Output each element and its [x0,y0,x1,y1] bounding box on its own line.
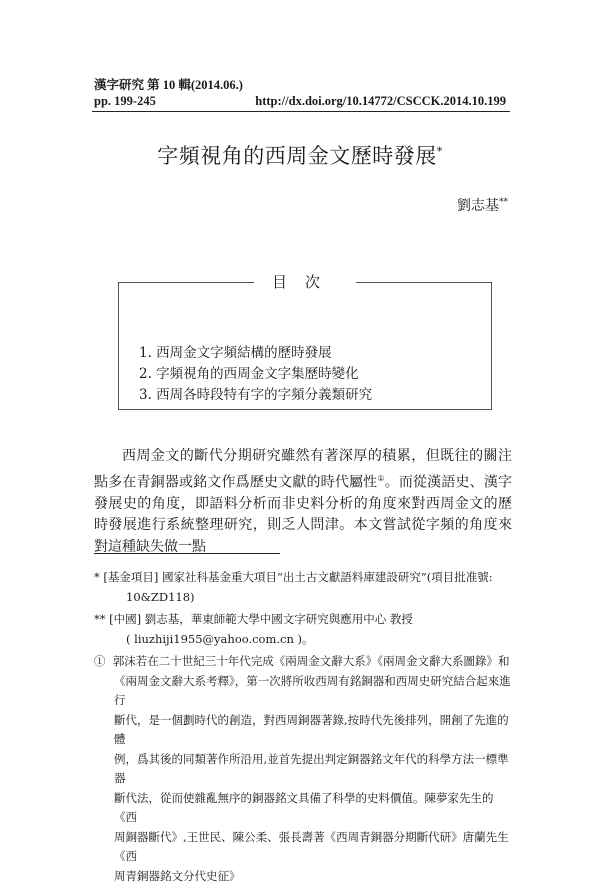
footnote-author-line1: ** [中國] 劉志基，華東師範大學中國文字研究與應用中心 教授 [94,612,413,626]
author-footnote-mark[interactable]: ** [499,197,508,207]
toc-item[interactable]: 3. 西周各時段特有字的字頻分義類研究 [139,385,372,406]
footnote-ref-1[interactable]: ① [377,474,384,483]
toc-item[interactable]: 2. 字頻視角的西周金文字集歷時變化 [139,364,372,385]
paper-title [0,140,600,170]
toc-heading-wrap [119,271,491,292]
body-text-part1: 西周金文的斷代分期研究雖然有著深厚的積累，但既往的關注點多在青銅器或銘文作爲歷史文獻的時代屬性 [94,448,512,490]
footnote-funding-line2: 10&ZD118) [94,588,512,608]
author-name: 劉志基 [457,198,499,214]
journal-header: 漢字研究 第 10 輯(2014.06.) [94,75,243,93]
toc-list [139,343,372,406]
footnote-1-line: 郭沫若在二十世紀三十年代完成《兩周金文辭大系》《兩周金文辭大系圖錄》和 [113,654,510,668]
footnote-funding [94,568,512,607]
footnote-1-mark: ① [94,654,106,668]
footnote-1 [94,652,512,886]
body-paragraph [94,446,512,558]
footnote-1-line: 周青銅器銘文分代史征》 [94,867,512,886]
author [457,195,508,215]
footnote-funding-line1: * [基金項目] 國家社科基金重大項目“出土古文獻語料庫建設研究”(項目批准號: [94,570,493,584]
title-footnote-mark[interactable]: * [437,145,443,158]
footnote-1-line: 例，爲其後的同類著作所沿用,並首先提出判定銅器銘文年代的科學方法一標準器 [94,750,512,789]
table-of-contents [118,282,492,410]
footnote-author-email[interactable]: ( liuzhiji1955@yahoo.com.cn )。 [94,630,512,650]
doi-link[interactable]: http://dx.doi.org/10.14772/CSCCK.2014.10.199 [255,94,506,109]
footnote-1-line-first [94,652,512,672]
footnote-1-line: 《兩周金文辭大系考釋》，第一次將所收西周有銘銅器和西周史研究結合起來進行 [94,672,512,711]
page-range: pp. 199-245 [94,94,156,109]
footnote-1-line: 斷代法，從而使雜亂無序的銅器銘文具備了科學的史料價值。陳夢家先生的《西 [94,789,512,828]
footnote-1-line: 斷代，是一個劃時代的創造，對西周銅器著錄,按時代先後排列，開創了先進的體 [94,711,512,750]
toc-item[interactable]: 1. 西周金文字頻結構的歷時發展 [139,343,372,364]
title-text: 字頻視角的西周金文歷時發展 [157,144,437,168]
body-text-part2: 。而從漢語史、漢字發展史的角度，即語料分析而非史料分析的角度來對西周金文的歷時發展進行系統整理研究，則乏人問津。本文嘗試從字頻的角度來對這種缺失做一點 [94,474,512,555]
footnote-rule [94,553,280,554]
toc-heading: 目次 [254,273,356,291]
header-rule [92,111,510,112]
footnote-1-line: 周銅器斷代》,王世民、陳公柔、張長壽著《西周青銅器分期斷代研》唐蘭先生《西 [94,828,512,867]
footnote-author [94,610,512,649]
